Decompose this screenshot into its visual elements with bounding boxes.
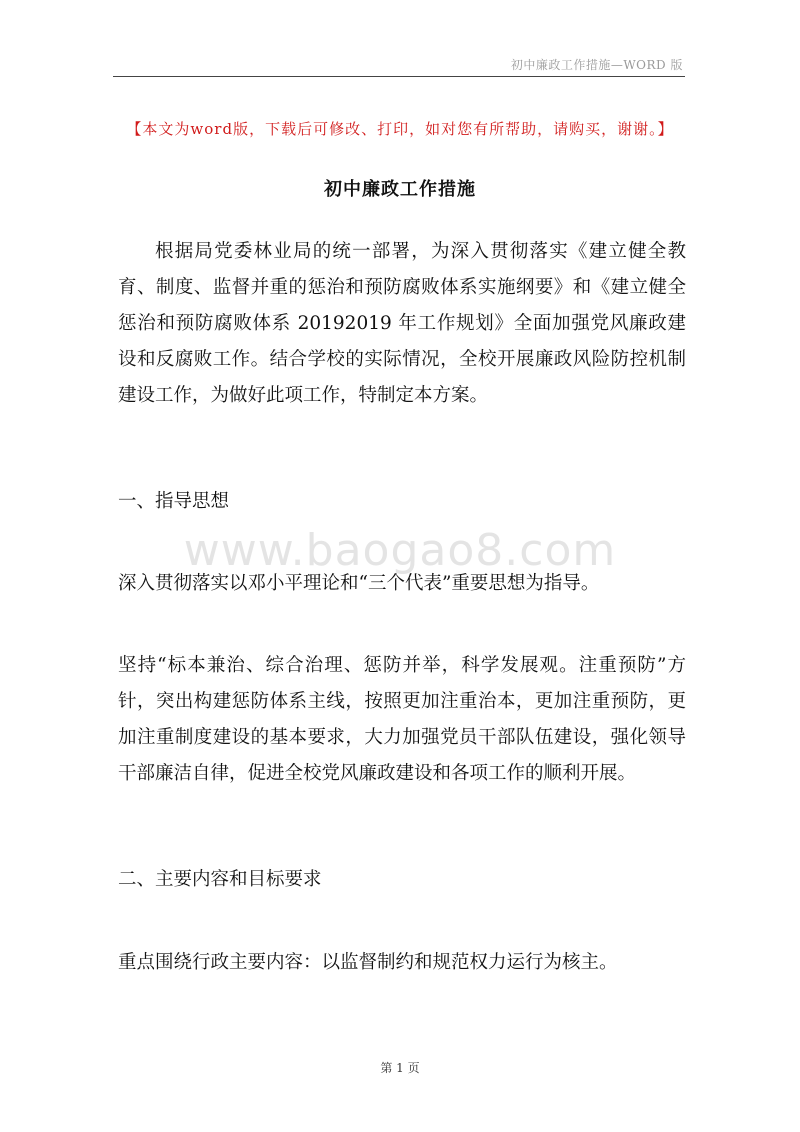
guiding-ideology-paragraph: 深入贯彻落实以邓小平理论和“三个代表”重要思想为指导。 [118,573,600,594]
principles-paragraph: 坚持“标本兼治、综合治理、惩防并举，科学发展观。注重预防”方针，突出构建惩防体系主线，按照更加注重治本，更加注重预防，更加注重制度建设的基本要求，大力加强党员干部队伍建设，强化领导干部廉洁自律，促进全校党风廉政建设和各项工作的顺利开展。 [118,655,686,784]
main-content-paragraph: 重点围绕行政主要内容：以监督制约和规范权力运行为核主。 [118,952,618,973]
intro-paragraph: 根据局党委林业局的统一部署，为深入贯彻落实《建立健全教育、制度、监督并重的惩治和预防腐败体系实施纲要》和《建立健全惩治和预防腐败体系 20192019 年工作规划》全面加强党风廉政建设和反腐败工作。结合学校的实际情况，全校开展廉政风险防控机制建设工作，为做好此项工作，特制定本方案。 [118,241,686,406]
watermark: www.baogao8.com [183,525,617,576]
header-text: 初中廉政工作措施—WORD 版 [510,58,683,72]
page-number: 第 1 页 [380,1061,420,1075]
page-header [113,52,685,77]
document-title: 初中廉政工作措施 [324,179,476,200]
section-heading-guiding-ideology: 一、指导思想 [118,491,230,512]
section-heading-main-content: 二、主要内容和目标要求 [118,869,322,890]
purchase-notice: 【本文为word版，下载后可修改、打印，如对您有所帮助，请购买，谢谢。】 [126,120,674,138]
